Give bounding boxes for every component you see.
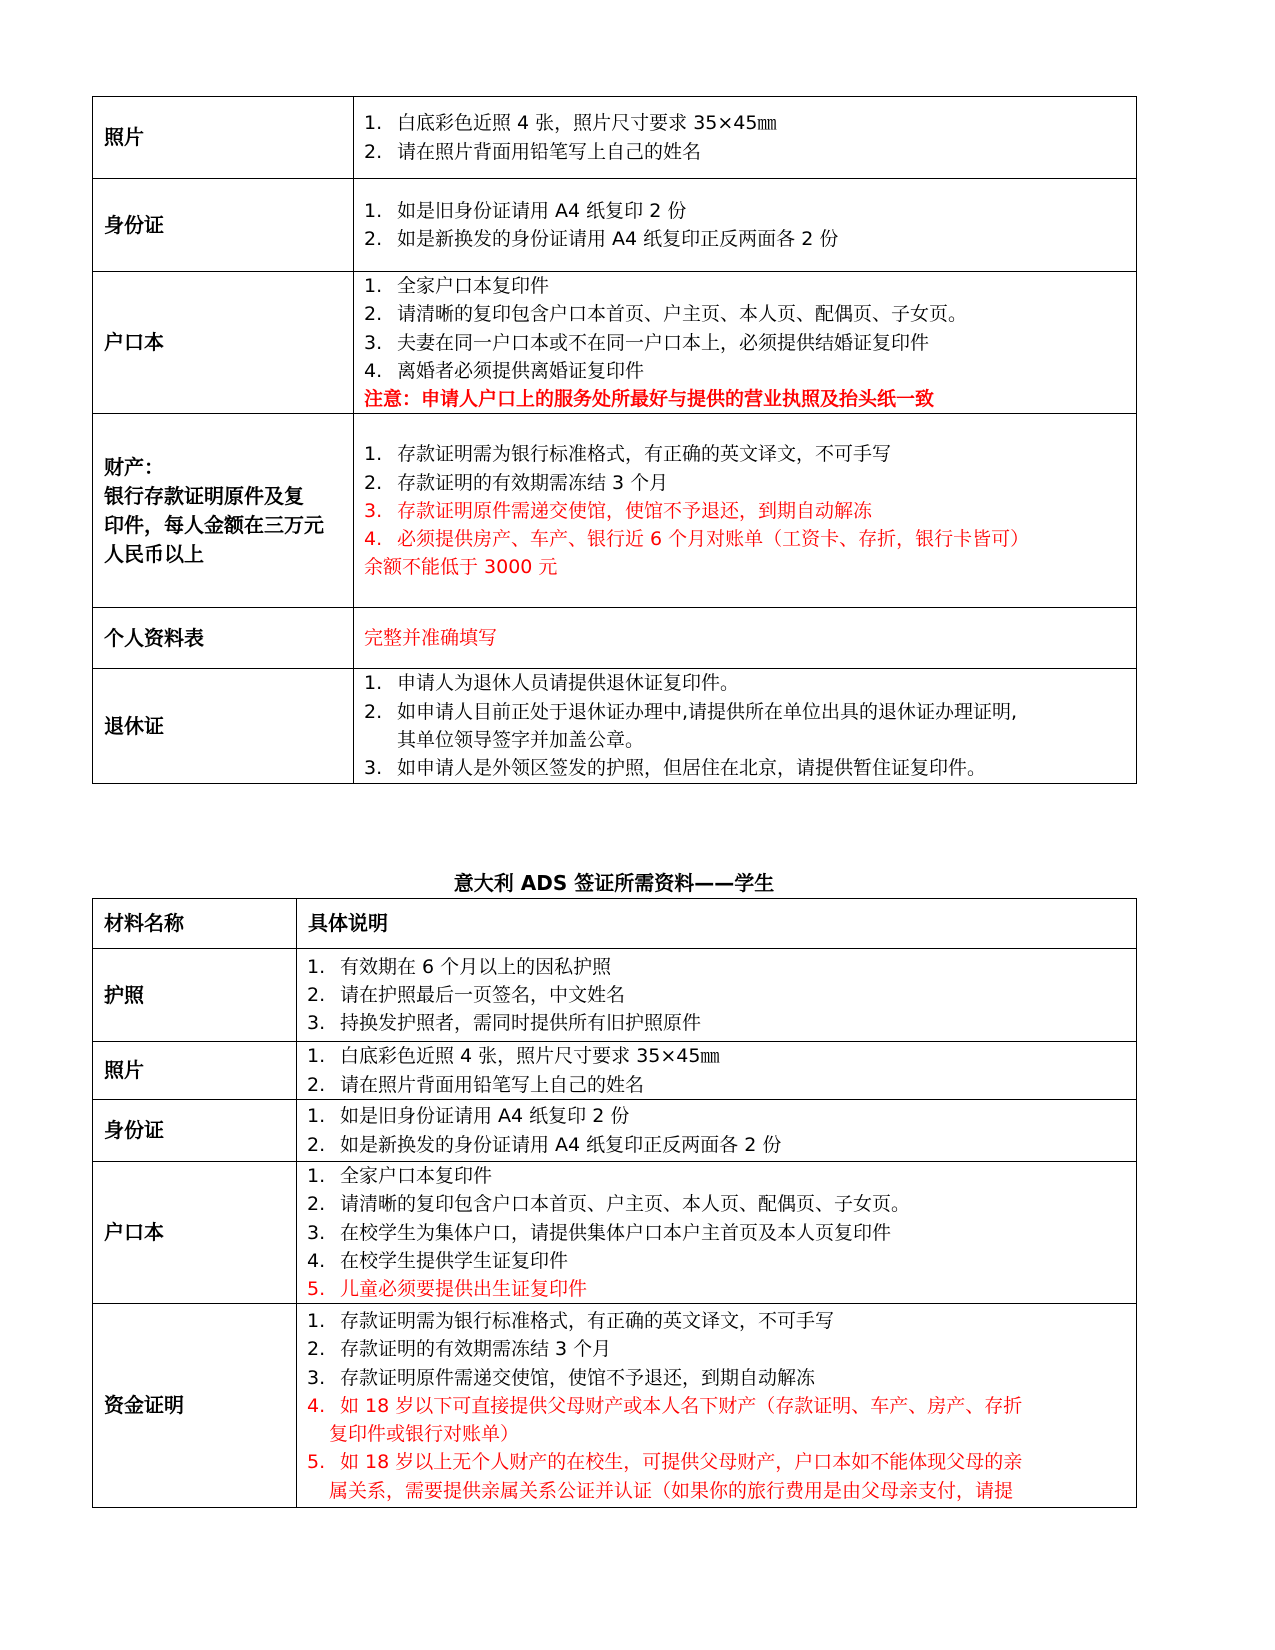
list-item: 1. 申请人为退休人员请提供退休证复印件。 bbox=[364, 672, 740, 695]
table-row bbox=[93, 1304, 1137, 1508]
list-item: 1. 全家户口本复印件 bbox=[364, 275, 550, 297]
list-item: 2. 存款证明的有效期需冻结 3 个月 bbox=[364, 471, 669, 494]
list-item: 1. 存款证明需为银行标准格式，有正确的英文译文，不可手写 bbox=[364, 443, 892, 466]
table-row bbox=[93, 414, 1137, 608]
note-text: 注意：申请人户口上的服务处所最好与提供的营业执照及抬头纸一致 bbox=[364, 388, 935, 411]
list-item: 2. 请清晰的复印包含户口本首页、户主页、本人页、配偶页、子女页。 bbox=[307, 1193, 911, 1216]
row-content bbox=[354, 97, 1137, 179]
row-content: 完整并准确填写 bbox=[354, 608, 1137, 669]
row-content bbox=[297, 1304, 1137, 1508]
row-label: 财产： 银行存款证明原件及复 印件，每人金额在三万元 人民币以上 bbox=[93, 414, 354, 608]
table-row bbox=[93, 949, 1137, 1042]
list-item: 4. 如 18 岁以下可直接提供父母财产或本人名下财产（存款证明、车产、房产、存折 bbox=[307, 1394, 1023, 1417]
list-item: 1. 有效期在 6 个月以上的因私护照 bbox=[307, 955, 612, 978]
list-item: 3. 存款证明原件需递交使馆，使馆不予退还，到期自动解冻 bbox=[307, 1366, 816, 1389]
list-item: 1. 如是旧身份证请用 A4 纸复印 2 份 bbox=[364, 199, 687, 222]
table-row bbox=[93, 1100, 1137, 1162]
list-item: 4. 离婚者必须提供离婚证复印件 bbox=[364, 359, 645, 382]
table-row bbox=[93, 1042, 1137, 1100]
list-item: 5. 如 18 岁以上无个人财产的在校生，可提供父母财产，户口本如不能体现父母的亲 bbox=[307, 1451, 1023, 1474]
row-content bbox=[297, 1042, 1137, 1100]
list-item: 2. 请在照片背面用铅笔写上自己的姓名 bbox=[307, 1073, 645, 1096]
list-item: 1. 存款证明需为银行标准格式，有正确的英文译文，不可手写 bbox=[307, 1309, 835, 1332]
row-label: 身份证 bbox=[93, 1100, 297, 1162]
list-item: 3. 持换发护照者，需同时提供所有旧护照原件 bbox=[307, 1012, 702, 1035]
table-row bbox=[93, 272, 1137, 414]
row-content bbox=[297, 1100, 1137, 1162]
section-title: 意大利 ADS 签证所需资料——学生 bbox=[453, 871, 775, 895]
row-content bbox=[297, 949, 1137, 1042]
table-row bbox=[93, 179, 1137, 272]
row-label: 退休证 bbox=[93, 669, 354, 783]
list-item: 3. 如申请人是外领区签发的护照，但居住在北京，请提供暂住证复印件。 bbox=[364, 757, 987, 780]
list-item: 2. 请在护照最后一页签名，中文姓名 bbox=[307, 983, 626, 1006]
list-item: 2. 如是新换发的身份证请用 A4 纸复印正反两面各 2 份 bbox=[364, 228, 839, 250]
table-row bbox=[93, 1162, 1137, 1304]
row-label: 照片 bbox=[93, 97, 354, 179]
row-label: 护照 bbox=[93, 949, 297, 1042]
list-item-continuation: 余额不能低于 3000 元 bbox=[364, 556, 558, 579]
row-content bbox=[297, 1162, 1137, 1304]
row-label: 户口本 bbox=[93, 272, 354, 414]
list-item: 1. 白底彩色近照 4 张，照片尺寸要求 35×45㎜ bbox=[307, 1045, 720, 1068]
table-row bbox=[93, 608, 1137, 669]
row-content bbox=[354, 669, 1137, 783]
list-item: 属关系，需要提供亲属关系公证并认证（如果你的旅行费用是由父母亲支付，请提 bbox=[329, 1479, 1014, 1502]
list-item: 2. 如是新换发的身份证请用 A4 纸复印正反两面各 2 份 bbox=[307, 1133, 782, 1156]
list-item: 复印件或银行对账单） bbox=[329, 1423, 520, 1446]
list-item: 4. 在校学生提供学生证复印件 bbox=[307, 1249, 569, 1272]
row-label: 户口本 bbox=[93, 1162, 297, 1304]
list-item: 2. 存款证明的有效期需冻结 3 个月 bbox=[307, 1338, 612, 1361]
list-item: 4. 必须提供房产、车产、银行近 6 个月对账单（工资卡、存折，银行卡皆可） bbox=[364, 528, 1030, 551]
list-item: 5. 儿童必须要提供出生证复印件 bbox=[307, 1278, 588, 1301]
row-label: 资金证明 bbox=[93, 1304, 297, 1508]
list-item: 2. 请在照片背面用铅笔写上自己的姓名 bbox=[364, 140, 702, 163]
list-item: 其单位领导签字并加盖公章。 bbox=[397, 729, 645, 752]
list-item: 1. 白底彩色近照 4 张，照片尺寸要求 35×45㎜ bbox=[364, 112, 777, 135]
requirements-table-1 bbox=[92, 96, 1137, 784]
list-item: 3. 夫妻在同一户口本或不在同一户口本上，必须提供结婚证复印件 bbox=[364, 331, 930, 354]
list-item: 3. 存款证明原件需递交使馆，使馆不予退还，到期自动解冻 bbox=[364, 499, 873, 522]
list-item: 1. 如是旧身份证请用 A4 纸复印 2 份 bbox=[307, 1105, 630, 1128]
list-item: 3. 在校学生为集体户口，请提供集体户口本户主首页及本人页复印件 bbox=[307, 1221, 892, 1244]
list-item: 2. 如申请人目前正处于退休证办理中,请提供所在单位出具的退休证办理证明, bbox=[364, 700, 1018, 723]
list-item: 1. 全家户口本复印件 bbox=[307, 1165, 493, 1187]
column-header-details: 具体说明 bbox=[297, 899, 1137, 949]
table-header-row bbox=[93, 899, 1137, 949]
table-row bbox=[93, 97, 1137, 179]
row-label: 个人资料表 bbox=[93, 608, 354, 669]
row-label: 照片 bbox=[93, 1042, 297, 1100]
list-item: 2. 请清晰的复印包含户口本首页、户主页、本人页、配偶页、子女页。 bbox=[364, 303, 968, 326]
row-content bbox=[354, 272, 1137, 414]
table-row bbox=[93, 669, 1137, 783]
row-content bbox=[354, 179, 1137, 272]
row-content bbox=[354, 414, 1137, 608]
requirements-table-2 bbox=[92, 898, 1137, 1508]
column-header-material: 材料名称 bbox=[93, 899, 297, 949]
row-label: 身份证 bbox=[93, 179, 354, 272]
